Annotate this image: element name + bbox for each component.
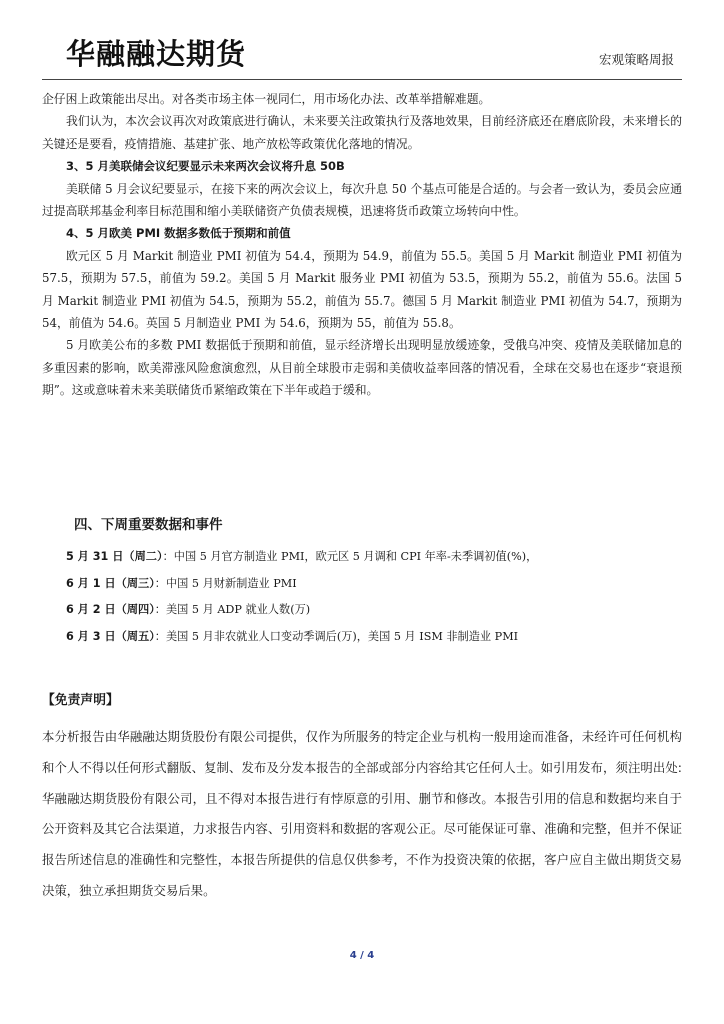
events-section [42, 514, 682, 650]
header-divider [42, 79, 682, 80]
section-4-text-analysis: 5 月欧美公布的多数 PMI 数据低于预期和前值，显示经济增长出现明显放缓迹象，受俄乌冲突、疫情及美联储加息的多重因素的影响，欧美滞涨风险愈演愈烈，从目前全球股市走弱和美债收益率回落的情况看，全球在交易也在逐步“衰退预期”。这或意味着未来美联储货币紧缩政策在下半年或趋于缓和。 [42, 338, 682, 398]
event-text: ：美国 5 月 ADP 就业人数(万) [154, 603, 311, 616]
event-item [66, 544, 682, 571]
event-item [66, 624, 682, 651]
paragraph-view: 我们认为，本次会议再次对政策底进行确认，未来要关注政策执行及落地效果，目前经济底还在磨底阶段，未来增长的关键还是要看，疫情措施、基建扩张、地产放松等政策优化落地的情况。 [42, 114, 682, 151]
disclaimer-section [42, 690, 682, 907]
event-date: 5 月 31 日（周二） [66, 550, 163, 563]
event-date: 6 月 2 日（周四） [66, 603, 155, 616]
event-text: ：中国 5 月财新制造业 PMI [154, 576, 297, 590]
report-type: 宏观策略周报 [598, 52, 674, 67]
section-3-title: 3、5 月美联储会议纪要显示未来两次会议将升息 50B [66, 159, 345, 174]
report-body [42, 88, 682, 402]
event-date: 6 月 1 日（周三） [66, 576, 155, 590]
disclaimer-title: 【免责声明】 [42, 693, 119, 708]
event-date: 6 月 3 日（周五） [66, 629, 155, 643]
page-number: 4 / 4 [349, 950, 375, 961]
section-4-text-pmi: 欧元区 5 月 Markit 制造业 PMI 初值为 54.4，预期为 54.9，前值为 55.5。美国 5 月 Markit 制造业 PMI 初值为 57.5，预期为 57.5，前值为 59.2。美国 5 月 Markit 服务业 PMI 初值为 53.5，预期为 55.2，前值为 55.6。法国 5 月 Markit 制造业 PMI 初值为 54.5，预期为 55.2，前值为 55.7。德国 5 月 Markit 制造业 PMI 初值为 54.7，预期为 54，前值为 54.6。英国 5 月制造业 PMI 为 54.6，预期为 55，前值为 55.8。 [42, 248, 682, 331]
event-text: ：中国 5 月官方制造业 PMI，欧元区 5 月调和 CPI 年率-未季调初值(%)， [162, 550, 538, 563]
event-item [66, 597, 682, 624]
event-text: ：美国 5 月非农就业人口变动季调后(万)，美国 5 月 ISM 非制造业 PMI [154, 629, 519, 643]
disclaimer-text: 本分析报告由华融融达期货股份有限公司提供，仅作为所服务的特定企业与机构一般用途而准备，未经许可任何机构和个人不得以任何形式翻版、复制、发布及分发本报告的全部或部分内容给其它任何人士。如引用发布，须注明出处:华融融达期货股份有限公司，且不得对本报告进行有悖原意的引用、删节和修改。本报告引用的信息和数据均来自于公开资料及其它合法渠道，力求报告内容、引用资料和数据的客观公正。尽可能保证可靠、准确和完整，但并不保证报告所述信息的准确性和完整性，本报告所提供的信息仅供参考，不作为投资决策的依据，客户应自主做出期货交易决策，独立承担期货交易后果。 [42, 729, 682, 898]
company-logo: 华融融达期货 [66, 37, 247, 71]
page-header [42, 28, 682, 78]
paragraph-continued: 企仔困上政策能出尽出。对各类市场主体一视同仁，用市场化办法、改革举措解难题。 [42, 92, 491, 106]
events-title: 四、下周重要数据和事件 [74, 517, 223, 533]
event-item [66, 571, 682, 598]
section-3-text: 美联储 5 月会议纪要显示，在接下来的两次会议上，每次升息 50 个基点可能是合适的。与会者一致认为，委员会应通过提高联邦基金利率目标范围和缩小美联储资产负债表规模，迅速将货币政策立场转向中性。 [42, 181, 682, 219]
section-4-title: 4、5 月欧美 PMI 数据多数低于预期和前值 [66, 226, 291, 241]
